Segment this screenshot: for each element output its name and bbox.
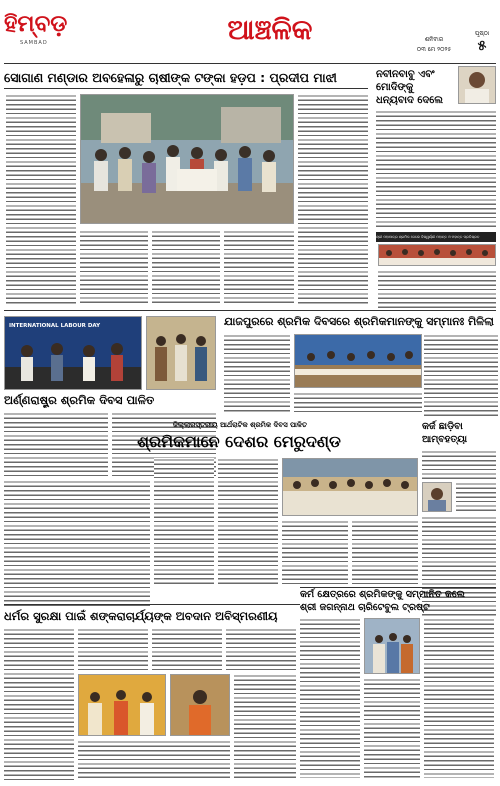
karj-headline [422,420,498,446]
karj-intro [422,450,496,480]
labour-day-banner: INTERNATIONAL LABOUR DAY [9,323,101,329]
naveen-headline [376,68,456,107]
meeting-text [378,270,496,310]
meru-col-2 [218,458,278,584]
dharma-col-2 [78,628,148,670]
meru-photo [282,458,418,516]
section-title: ଆଞ୍ଚଳିକ [227,13,313,46]
masthead [0,0,500,64]
pradip-col-1 [6,94,76,304]
dharma-article [0,606,300,784]
dharma-photo-1 [78,674,166,736]
pradip-col-2 [80,230,148,304]
saipur-photo [294,334,422,388]
saipur-headline: ଯାଜପୁରରେ ଶ୍ରମିକ ଦିବସରେ ଶ୍ରମିକମାନଙ୍କୁ ସମ୍ମାନଃ ମିଳିଲା [224,315,494,328]
pradip-photo [80,94,294,224]
dharma-photo-2 [170,674,230,736]
dharma-caption [78,740,230,780]
pradip-col-3 [152,230,220,304]
shramik-diwas-headline: ଅର୍ଣ୍ଣରାଷ୍ଟ୍ର ଶ୍ରମିକ ଦିବସ ପାଳିତ [4,393,155,407]
naveen-headline-line-2: ମୋଦିଙ୍କୁ [376,82,414,93]
meru-headline: ଶ୍ରମିକମାନେ ଦେଶର ମେରୁଦଣ୍ଡ [137,432,341,451]
jagannath-headline-line-2: ଶ୍ରୀ ଜଗନ୍ନାଥ ଚାରିଟେବୁଲ ଟ୍ରଷ୍ଟ [300,602,430,613]
date-box [404,36,464,60]
saipur-col-1 [224,334,290,414]
karj-headline-line-2: ଆମ୍ବହତ୍ୟା [422,434,468,445]
meru-kicker: ଜିଲ୍ଲାରସ୍ତରୀୟ ଆର୍ଥରାଟିକ ଶ୍ରମିକ ଦିବସ ପାଳିତ [173,421,307,429]
meeting-photo [378,244,496,266]
shramik-group-photo [146,316,216,390]
left-text-column [4,480,150,606]
brand-name: ହିମ୍ବଡ଼ [4,10,68,37]
page-number-box [468,30,496,62]
brand-sub: SAMBAD [20,40,48,46]
page-number: ୫ [477,38,487,54]
page-label: ପୃଷ୍ଠା [474,30,490,37]
pradip-headline: ସୋଗାଣ ମଣ୍ଡାର ଅବହେଳାରୁ ଚାଷୀଙ୍କ ଟଙ୍କା ହଡ଼ପ : ପ୍ରଦୀପ ମାଝୀ [4,70,337,85]
divider-top [4,310,496,311]
dharma-headline: ଧର୍ମର ସୁରକ୍ଷା ପାଇଁ ଶଙ୍କରାଚାର୍ଯ୍ୟଙ୍କ ଅବଦାନ ଅବିସ୍ମରଣୀୟ [4,609,278,623]
stats-column [424,334,498,420]
brand-logo [4,10,76,58]
date-label: ୦୩ ମେ ୨୦୨୫ [416,46,452,53]
dharma-col-5 [234,674,296,780]
dharma-col-4 [226,628,296,670]
shramik-diwas-photo [4,316,142,390]
meru-col-1 [154,458,214,584]
naveen-intro-text [376,110,496,230]
divider-right [300,587,496,588]
day-label: ଶନିବାର [424,36,444,43]
karj-side-text [456,482,496,512]
stats-text [424,334,498,418]
dharma-col-3 [152,628,222,670]
jagannath-headline [300,588,496,614]
jagannath-photo [364,618,420,674]
dharma-col-1 [4,628,74,780]
jagannath-headline-line-1: କର୍ମ କ୍ଷେତ୍ରରେ ଶ୍ରମିକଙ୍କୁ ସମ୍ମାନିତ କଲେ [300,589,465,600]
naveen-portrait [458,66,496,104]
jagannath-article [300,588,496,784]
jagannath-col-1 [300,618,360,778]
meeting-block [298,244,498,314]
saipur-col-2 [294,392,422,414]
karj-headline-line-1: କର୍ଜ ଛାଡ଼ିବା [422,421,463,432]
divider-mid [4,604,300,605]
jagannath-col-2 [364,678,420,778]
naveen-caption: ଶ୍ରୀ ମହାପାତ୍ର ଶ୍ରମିକ ଦେଲେ ବିଶ୍ୱର୍ଣ୍ଣୀ ମହାନ୍ତ ଓ ମହାନ୍ତ ପ୍ରତିଶ୍ରବ [376,232,496,242]
naveen-headline-line-1: ନବୀନବାବୁ ଏବଂ [376,69,435,80]
pradip-col-4 [224,230,294,304]
karj-portrait [422,482,452,512]
pradip-rule [4,88,368,89]
meru-col-4 [352,520,418,584]
jagannath-col-3 [424,618,494,778]
naveen-headline-line-3: ଧନ୍ୟବାଦ ଦେଲେ [376,95,443,106]
meru-col-3 [282,520,348,584]
